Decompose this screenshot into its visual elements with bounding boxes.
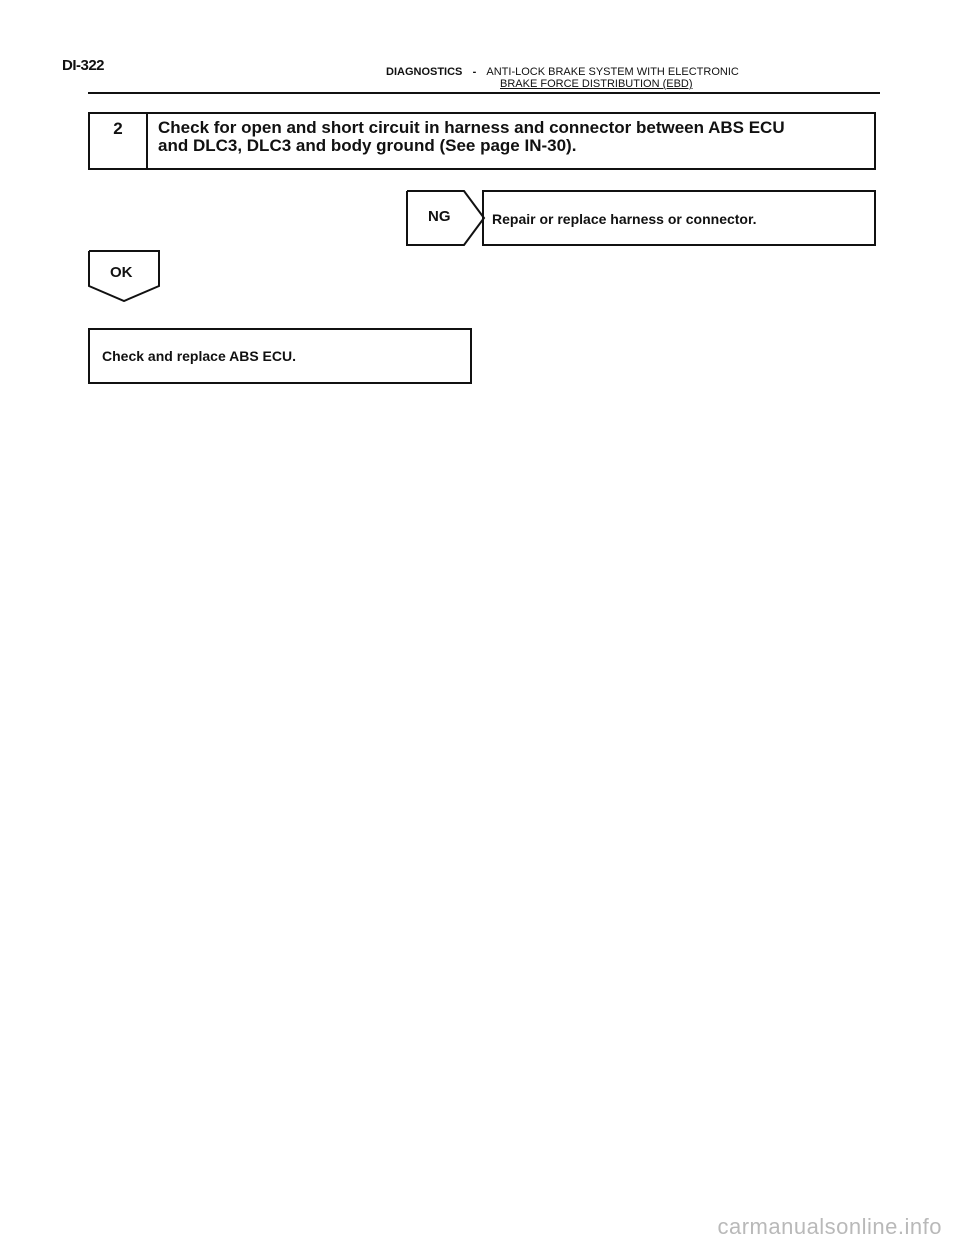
section-name: DIAGNOSTICS [386,66,463,78]
step-box [88,112,876,170]
step-instruction [158,119,858,155]
page-header [386,66,739,90]
step-instruction-line2: and DLC3, DLC3 and body ground (See page IN-30). [158,136,577,155]
header-title-line1: ANTI-LOCK BRAKE SYSTEM WITH ELECTRONIC [486,66,739,78]
ok-label: OK [110,264,133,281]
ng-action-text: Repair or replace harness or connector. [492,211,757,227]
ok-action-text: Check and replace ABS ECU. [102,348,296,364]
ng-label: NG [428,208,451,225]
ok-action-box [88,328,472,384]
watermark: carmanualsonline.info [717,1214,942,1239]
header-rule [88,92,880,94]
ng-branch [406,190,876,246]
header-separator: - [472,66,477,78]
page-number: DI-322 [62,57,105,74]
header-title-line2: BRAKE FORCE DISTRIBUTION (EBD) [500,78,693,90]
step-number: 2 [90,114,148,168]
ng-action-box [482,190,876,246]
step-instruction-line1: Check for open and short circuit in harness and connector between ABS ECU [158,118,785,137]
